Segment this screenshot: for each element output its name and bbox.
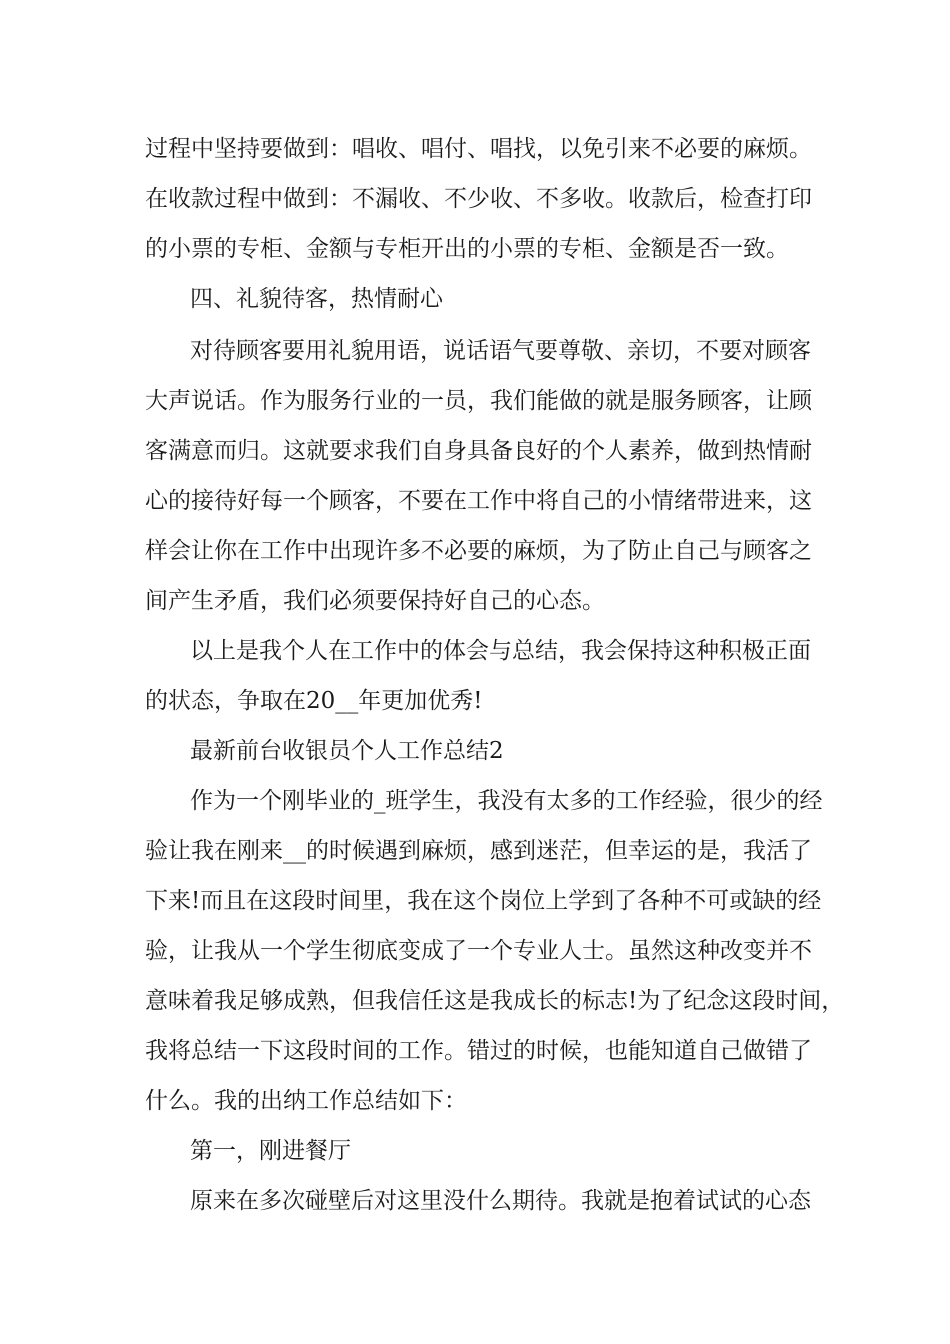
- text-line: 样会让你在工作中出现许多不必要的麻烦，为了防止自己与顾客之: [145, 538, 812, 564]
- text-line: 间产生矛盾，我们必须要保持好自己的心态。: [145, 588, 605, 614]
- section-title: 最新前台收银员个人工作总结2: [190, 738, 504, 764]
- text-line: 对待顾客要用礼貌用语，说话语气要尊敬、亲切，不要对顾客: [190, 338, 811, 364]
- text-line: 验，让我从一个学生彻底变成了一个专业人士。虽然这种改变并不: [145, 938, 812, 964]
- text-line: 我将总结一下这段时间的工作。错过的时候，也能知道自己做错了: [145, 1038, 812, 1064]
- text-line: 过程中坚持要做到：唱收、唱付、唱找，以免引来不必要的麻烦。: [145, 136, 812, 162]
- text-line: 作为一个刚毕业的_班学生，我没有太多的工作经验，很少的经: [190, 788, 823, 814]
- text-line: 大声说话。作为服务行业的一员，我们能做的就是服务顾客，让顾: [145, 388, 812, 414]
- text-line: 下来!而且在这段时间里，我在这个岗位上学到了各种不可或缺的经: [145, 888, 822, 914]
- section-heading: 第一，刚进餐厅: [190, 1138, 351, 1164]
- text-line: 的状态，争取在20__年更加优秀!: [145, 688, 483, 714]
- text-line: 什么。我的出纳工作总结如下：: [145, 1088, 467, 1114]
- text-line: 在收款过程中做到：不漏收、不少收、不多收。收款后，检查打印: [145, 186, 812, 212]
- text-line: 验让我在刚来__的时候遇到麻烦，感到迷茫，但幸运的是，我活了: [145, 838, 812, 864]
- section-heading: 四、礼貌待客，热情耐心: [190, 286, 443, 312]
- text-line: 以上是我个人在工作中的体会与总结，我会保持这种积极正面: [190, 638, 811, 664]
- text-line: 客满意而归。这就要求我们自身具备良好的个人素养，做到热情耐: [145, 438, 812, 464]
- text-line: 心的接待好每一个顾客，不要在工作中将自己的小情绪带进来，这: [145, 488, 812, 514]
- text-line: 的小票的专柜、金额与专柜开出的小票的专柜、金额是否一致。: [145, 236, 789, 262]
- text-line: 原来在多次碰壁后对这里没什么期待。我就是抱着试试的心态: [190, 1188, 811, 1214]
- text-line: 意味着我足够成熟，但我信任这是我成长的标志!为了纪念这段时间，: [145, 988, 845, 1014]
